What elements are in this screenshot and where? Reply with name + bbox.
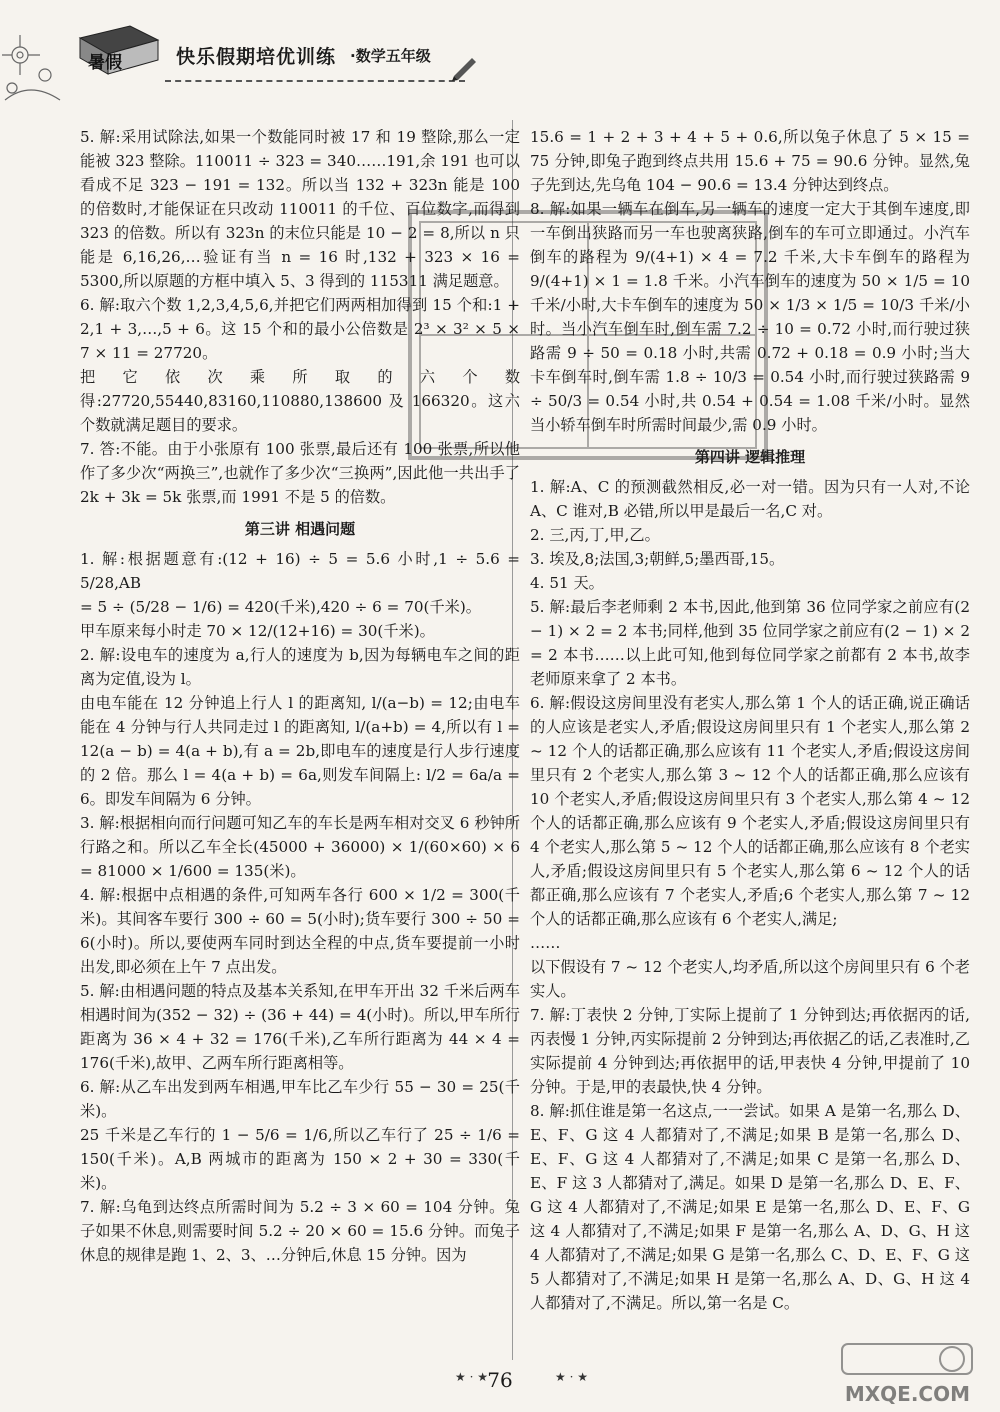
lecture3-answer-2: 2. 解:设电车的速度为 a,行人的速度为 b,因为每辆电车之间的距离为定值,设为 l。	[80, 646, 520, 688]
lecture3-answer-3: 3. 解:根据相向而行问题可知乙车的车长是两车相对交叉 6 秒钟所行路之和。所以乙车全长(45000 + 36000) × 1/(60×60) × 6 = 81000 × 1/600 = 135(米)。	[80, 814, 520, 880]
header-dashed-line	[165, 80, 465, 82]
lecture3-answer-7: 7. 解:乌龟到达终点所需时间为 5.2 ÷ 3 × 60 = 104 分钟。兔子如果不休息,则需要时间 5.2 ÷ 20 × 60 = 15.6 分钟。而兔子休息的规律是跑 1、2、3、…分钟后,休息 15 分钟。因为	[80, 1198, 520, 1264]
summer-badge: 暑假	[88, 53, 122, 73]
lecture4-answer-3: 3. 埃及,8;法国,3;朝鲜,5;墨西哥,15。	[530, 550, 785, 568]
lecture4-answer-6-ellipsis: ……	[530, 934, 561, 952]
book-subtitle: ·数学五年级	[350, 47, 431, 65]
star-decoration-icon: ★ · ★	[455, 1370, 488, 1384]
answer-6-lcm: 6. 解:取六个数 1,2,3,4,5,6,并把它们两两相加得到 15 个和:1 + 2,1 + 3,…,5 + 6。这 15 个和的最小公倍数是 2³ × 3² × 5 × 7 × 11 = 27720。	[80, 296, 520, 362]
site-watermark: MXQE.COM	[844, 1382, 970, 1406]
lecture3-answer-6: 6. 解:从乙车出发到两车相遇,甲车比乙车少行 55 − 30 = 25(千米)。	[80, 1078, 520, 1120]
lecture3-answer-1b: = 5 ÷ (5/28 − 1/6) = 420(千米),420 ÷ 6 = 70(千米)。	[80, 598, 481, 616]
answer-6-result: 把它依次乘所取的六个数得:27720,55440,83160,110880,138600 及 166320。这六个数就满足题目的要求。	[80, 368, 520, 434]
answer-5-divisibility: 5. 解:采用试除法,如果一个数能同时被 17 和 19 整除,那么一定能被 323 整除。110011 ÷ 323 = 340……191,余 191 也可以看成不足 323 − 191 = 132。所以当 132 + 323n 能是 100 的倍数时,才能保证在只改动 110011 的千位、百位数字,而得到 323 的倍数。所以有 323n 的末位只能是 10 − 2 = 8,所以 n 只能是 6,16,26,…验证有当 n = 16 时,132 + 323 × 16 = 5300,所以原题的方框中填入 5、3 得到的 115311 满足题意。	[80, 128, 520, 290]
page-header	[0, 0, 1000, 110]
answer-7-tickets: 7. 答:不能。由于小张原有 100 张票,最后还有 100 张票,所以他作了多少次“两换三”,也就作了多少次“三换两”,因此他一共出手了 2k + 3k = 5k 张票,而 1991 不是 5 的倍数。	[80, 440, 520, 506]
page-number: 76	[487, 1368, 513, 1392]
lecture4-answer-8: 8. 解:抓住谁是第一名这点,一一尝试。如果 A 是第一名,那么 D、E、F、G 这 4 人都猜对了,不满足;如果 B 是第一名,那么 D、E、F、G 这 4 人都猜对了,不满足;如果 C 是第一名,那么 D、E、F 这 3 人都猜对了,满足。如果 D 是第一名,那么 D、E、F、G 这 4 人都猜对了,不满足;如果 E 是第一名,那么 D、E、F、G 这 4 人都猜对了,不满足;如果 F 是第一名,那么 A、D、G、H 这 4 人都猜对了,不满足;如果 G 是第一名,那么 C、D、E、F、G 这 5 人都猜对了,不满足;如果 H 是第一名,那么 A、D、G、H 这 4 人都猜对了,不满足。所以,第一名是 C。	[530, 1102, 970, 1312]
lecture3-answer-1c: 甲车原来每小时走 70 × 12/(12+16) = 30(千米)。	[80, 622, 435, 640]
lecture3-answer-4: 4. 解:根据中点相遇的条件,可知两车各行 600 × 1/2 = 300(千米)。其间客车要行 300 ÷ 60 = 5(小时);货车要行 300 ÷ 50 = 6(小时)。所以,要使两车同时到达全程的中点,货车要提前一小时出发,即必须在上午 7 点出发。	[80, 886, 520, 976]
lecture4-answer-6-conclusion: 以下假设有 7 ~ 12 个老实人,均矛盾,所以这个房间里只有 6 个老实人。	[530, 958, 970, 1000]
lecture3-answer-6b: 25 千米是乙车行的 1 − 5/6 = 1/6,所以乙车行了 25 ÷ 1/6 = 150(千米)。A,B 两城市的距离为 150 × 2 + 30 = 330(千米)。	[80, 1126, 520, 1192]
lecture4-answer-6: 6. 解:假设这房间里没有老实人,那么第 1 个人的话正确,说正确话的人应该是老实人,矛盾;假设这房间里只有 1 个老实人,那么第 2 ~ 12 个人的话都正确,那么应该有 11 个老实人,矛盾;假设这房间里只有 2 个老实人,那么第 3 ~ 12 个人的话都正确,那么应该有 10 个老实人,矛盾;假设这房间里只有 3 个老实人,那么第 4 ~ 12 个人的话都正确,那么应该有 9 个老实人,矛盾;假设这房间里只有 4 个老实人,那么第 5 ~ 12 个人的话都正确,那么应该有 8 个老实人,矛盾;假设这房间里只有 5 个老实人,那么第 6 ~ 12 个人的话都正确,那么应该有 7 个老实人,矛盾;6 个老实人,那么第 7 ~ 12 个人的话都正确,那么应该有 6 个老实人,满足;	[530, 694, 970, 928]
lecture3-answer-1a: 1. 解:根据题意有:(12 + 16) ÷ 5 = 5.6 小时,1 ÷ 5.6 = 5/28,AB	[80, 550, 520, 592]
lecture3-answer-8: 8. 解:如果一辆车在倒车,另一辆车的速度一定大于其倒车速度,即一车倒出狭路而另一车也驶离狭路,倒车的车可立即通过。小汽车倒车的路程为 9/(4+1) × 4 = 7.2 千米,大卡车倒车的路程为 9/(4+1) × 1 = 1.8 千米。小汽车倒车的速度为 50 × 1/5 = 10 千米/小时,大卡车倒车的速度为 50 × 1/3 × 1/5 = 10/3 千米/小时。当小汽车倒车时,倒车需 7.2 ÷ 10 = 0.72 小时,而行驶过狭路需 9 ÷ 50 = 0.18 小时,共需 0.72 + 0.18 = 0.9 小时;当大卡车倒车时,倒车需 1.8 ÷ 10/3 = 0.54 小时,而行驶过狭路需 9 ÷ 50/3 = 0.54 小时,共 0.54 + 0.54 = 1.08 千米/小时。显然当小轿车倒车时所需时间最少,需 0.9 小时。	[530, 200, 970, 434]
lecture4-answer-7: 7. 解:丁表快 2 分钟,丁实际上提前了 1 分钟到达;再依据丙的话,丙表慢 1 分钟,丙实际提前 2 分钟到达;再依据乙的话,乙表准时,乙实际提前 4 分钟到达;再依据甲的话,甲表快 4 分钟,甲提前了 10 分钟。于是,甲的表最快,快 4 分钟。	[530, 1006, 970, 1096]
flower-decoration-icon	[0, 30, 70, 110]
lecture3-answer-7-continued: 15.6 = 1 + 2 + 3 + 4 + 5 + 0.6,所以兔子休息了 5 × 15 = 75 分钟,即兔子跑到终点共用 15.6 + 75 = 90.6 分钟。显然,兔子先到达,先乌龟 104 − 90.6 = 13.4 分钟达到终点。	[530, 128, 970, 194]
section-title-lecture-4: 第四讲 逻辑推理	[694, 448, 806, 466]
star-decoration-icon: ★ · ★	[555, 1370, 588, 1384]
lecture3-answer-5: 5. 解:由相遇问题的特点及基本关系知,在甲车开出 32 千米后两车相遇时间为(352 − 32) ÷ (36 + 44) = 4(小时)。所以,甲车所行距离为 36 × 4 + 32 = 176(千米),乙车所行距离为 44 × 4 = 176(千米),故甲、乙两车所行距离相等。	[80, 982, 520, 1072]
lecture4-answer-4: 4. 51 天。	[530, 574, 604, 592]
lecture4-answer-5: 5. 解:最后李老师剩 2 本书,因此,他到第 36 位同学家之前应有(2 − 1) × 2 = 2 本书;同样,他到 35 位同学家之前应有(2 − 1) × 2 = 2 本书……以上此可知,他到每位同学家之前都有 2 本书,故李老师原来拿了 2 本书。	[530, 598, 970, 688]
stamp-watermark-icon	[408, 210, 768, 460]
lecture4-answer-2: 2. 三,丙,丁,甲,乙。	[530, 526, 660, 544]
lecture4-answer-1: 1. 解:A、C 的预测截然相反,必一对一错。因为只有一人对,不论 A、C 谁对,B 必错,所以甲是最后一名,C 对。	[530, 478, 970, 520]
lecture3-answer-2b: 由电车能在 12 分钟追上行人 l 的距离知, l/(a−b) = 12;由电车能在 4 分钟与行人共同走过 l 的距离知, l/(a+b) = 4,所以有 l = 12(a − b) = 4(a + b),有 a = 2b,即电车的速度是行人步行速度的 2 倍。那么 l = 4(a + b) = 6a,则发车间隔上: l/2 = 6a/a = 6。即发车间隔为 6 分钟。	[80, 694, 520, 808]
pencil-icon	[450, 50, 482, 82]
section-title-lecture-3: 第三讲 相遇问题	[244, 520, 356, 538]
book-title: 快乐假期培优训练	[176, 46, 337, 68]
